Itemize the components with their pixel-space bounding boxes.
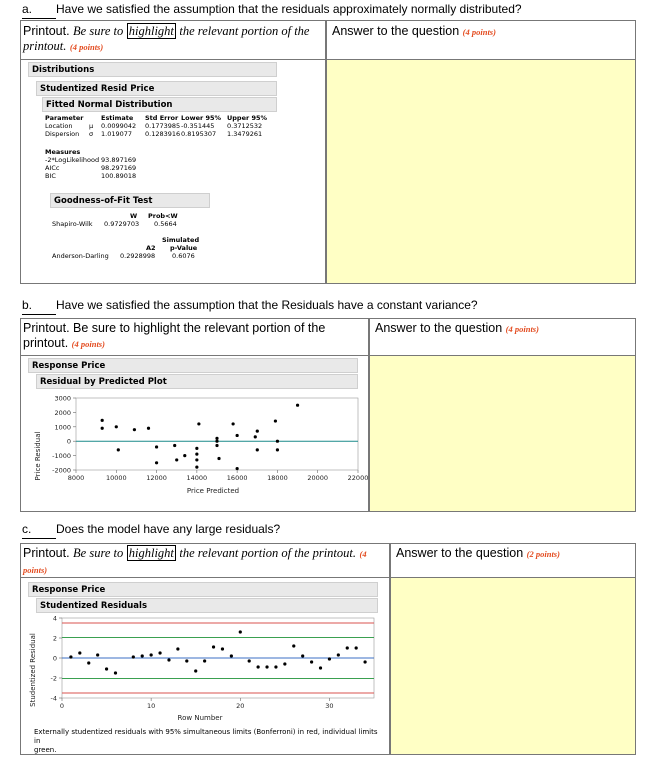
data-point <box>319 666 322 669</box>
x-tick-label: 0 <box>59 702 65 710</box>
x-tick-label: 20000 <box>307 474 329 482</box>
y-tick-label: 3000 <box>54 394 71 403</box>
highlight-word-c: highlight <box>128 546 174 560</box>
parameter-row: Dispersion σ 1.019077 0.1283916 0.8195307 1.3479261 <box>45 130 263 138</box>
data-point <box>176 647 179 650</box>
letter-underline-a <box>22 18 56 19</box>
outline-response-price-b[interactable]: Response Price <box>28 358 358 373</box>
data-point <box>257 665 260 668</box>
printout-b-instructions: Printout. Be sure to highlight the relevant portion of the printout. (4 points) <box>23 321 326 350</box>
x-tick-label: 16000 <box>226 474 248 482</box>
question-a <box>22 2 522 16</box>
data-point <box>175 458 178 461</box>
shapiro-wilk-table: W Prob<W Shapiro-Wilk 0.9729703 0.5664 <box>52 212 178 228</box>
question-b <box>22 298 478 312</box>
data-point <box>141 654 144 657</box>
y-axis-label: Price Residual <box>34 431 42 481</box>
answer-b-label: Answer to the question <box>375 321 503 335</box>
printout-c-header <box>20 543 390 578</box>
measure-row: BIC 100.89018 <box>45 172 137 180</box>
data-point <box>274 665 277 668</box>
data-point <box>256 448 259 451</box>
data-point <box>203 659 206 662</box>
y-tick-label: -2000 <box>52 466 71 475</box>
data-point <box>292 644 295 647</box>
x-tick-label: 22000 <box>347 474 368 482</box>
data-point <box>185 659 188 662</box>
y-tick-label: 1000 <box>54 423 71 432</box>
data-point <box>230 654 233 657</box>
x-tick-label: 14000 <box>186 474 208 482</box>
x-tick-label: 18000 <box>267 474 288 482</box>
answer-c-label: Answer to the question <box>396 546 524 560</box>
printout-b-header <box>20 318 369 356</box>
data-point <box>133 428 136 431</box>
printout-a-instructions: Printout. Be sure to highlight the relevant portion of the printout. (4 points) <box>23 24 310 53</box>
studentized-residuals-chart <box>28 614 384 722</box>
data-point <box>183 454 186 457</box>
data-point <box>195 466 198 469</box>
points-b-right: (4 points) <box>505 324 539 334</box>
x-tick-label: 10 <box>147 702 156 710</box>
chart-footnote: Externally studentized residuals with 95% simultaneous limits (Bonferroni) in red, individual limits in green. <box>34 728 378 754</box>
anderson-darling-row: Anderson-Darling 0.2928998 0.6076 <box>52 252 195 260</box>
question-c-letter: c. <box>22 522 32 536</box>
y-axis-label: Studentized Residual <box>29 633 37 707</box>
outline-goodness-of-fit[interactable]: Goodness-of-Fit Test <box>50 193 210 208</box>
data-point <box>105 667 108 670</box>
data-point <box>363 660 366 663</box>
data-point <box>256 430 259 433</box>
residual-by-predicted-chart <box>28 390 368 498</box>
data-point <box>212 645 215 648</box>
data-point <box>236 434 239 437</box>
data-point <box>173 444 176 447</box>
answer-a-header <box>326 20 636 60</box>
data-point <box>155 445 158 448</box>
data-point <box>337 653 340 656</box>
question-a-letter: a. <box>22 2 33 16</box>
data-point <box>115 425 118 428</box>
data-point <box>215 440 218 443</box>
data-point <box>69 655 72 658</box>
y-tick-label: -1000 <box>52 452 71 461</box>
outline-studentized-residuals[interactable]: Studentized Residuals <box>36 598 378 613</box>
data-point <box>87 661 90 664</box>
data-point <box>355 646 358 649</box>
data-point <box>158 651 161 654</box>
data-point <box>254 435 257 438</box>
y-tick-label: 0 <box>66 437 71 446</box>
measures-heading: Measures <box>45 148 81 156</box>
jmp-studentized-panel <box>28 582 384 752</box>
parameter-row: Location μ 0.0099042 0.1773985 -0.351445 0.3712532 <box>45 122 263 130</box>
x-tick-label: 30 <box>325 702 334 710</box>
question-b-text: Have we satisfied the assumption that the Residuals have a constant variance? <box>56 298 478 312</box>
x-axis-label: Price Predicted <box>186 487 240 495</box>
y-tick-label: -4 <box>50 694 57 703</box>
x-axis-label: Row Number <box>177 714 223 722</box>
data-point <box>215 437 218 440</box>
jmp-distributions-panel <box>28 62 278 272</box>
data-point <box>150 653 153 656</box>
anderson-darling-table: Simulated A2 p-Value Anderson-Darling 0.2928998 0.6076 <box>52 236 200 260</box>
data-point <box>296 404 299 407</box>
data-point <box>215 444 218 447</box>
data-point <box>78 651 81 654</box>
x-tick-label: 8000 <box>67 474 85 482</box>
data-point <box>195 447 198 450</box>
y-tick-label: 4 <box>52 614 57 623</box>
outline-residual-by-predicted[interactable]: Residual by Predicted Plot <box>36 374 358 389</box>
plot-area <box>76 398 358 470</box>
data-point <box>328 657 331 660</box>
points-c-left: points) <box>23 565 48 575</box>
data-point <box>96 653 99 656</box>
data-point <box>239 630 242 633</box>
data-point <box>155 461 158 464</box>
data-point <box>197 422 200 425</box>
outline-response-price-c[interactable]: Response Price <box>28 582 378 597</box>
measure-row: -2*LogLikelihood 93.897169 <box>45 156 137 164</box>
question-c <box>22 522 280 536</box>
data-point <box>301 654 304 657</box>
printout-a-header <box>20 20 326 60</box>
parameter-table <box>45 114 267 138</box>
data-point <box>236 467 239 470</box>
x-tick-label: 20 <box>236 702 245 710</box>
data-point <box>167 658 170 661</box>
answer-a-label: Answer to the question <box>332 24 460 38</box>
y-tick-label: 0 <box>52 654 57 663</box>
data-point <box>276 440 279 443</box>
data-point <box>117 448 120 451</box>
data-point <box>283 662 286 665</box>
data-point <box>194 669 197 672</box>
data-point <box>195 453 198 456</box>
jmp-residual-panel <box>28 358 368 508</box>
outline-fitted-normal[interactable]: Fitted Normal Distribution <box>42 97 277 112</box>
data-point <box>101 427 104 430</box>
data-point <box>217 457 220 460</box>
parameter-header-row: Parameter Estimate Std Error Lower 95% Upper 95% <box>45 114 268 122</box>
y-tick-label: 2000 <box>54 408 71 417</box>
data-point <box>101 419 104 422</box>
y-tick-label: 2 <box>52 634 57 643</box>
measure-row: AICc 98.297169 <box>45 164 137 172</box>
data-point <box>310 660 313 663</box>
question-c-text: Does the model have any large residuals? <box>56 522 281 536</box>
shapiro-wilk-row: Shapiro-Wilk 0.9729703 0.5664 <box>52 220 177 228</box>
answer-c-header <box>390 543 636 578</box>
data-point <box>114 671 117 674</box>
points-a-right: (4 points) <box>462 27 496 37</box>
data-point <box>276 448 279 451</box>
data-point <box>232 422 235 425</box>
data-point <box>248 659 251 662</box>
data-point <box>221 647 224 650</box>
measures-table <box>45 148 136 180</box>
data-point <box>147 427 150 430</box>
points-c-right: (2 points) <box>526 549 560 559</box>
data-point <box>346 646 349 649</box>
points-b-left: (4 points) <box>71 339 105 349</box>
x-tick-label: 12000 <box>146 474 167 482</box>
y-tick-label: -2 <box>50 674 57 683</box>
outline-distributions[interactable]: Distributions <box>28 62 277 77</box>
letter-underline-c <box>22 538 56 539</box>
question-b-letter: b. <box>22 298 33 312</box>
points-a-left: (4 points) <box>69 42 104 52</box>
x-tick-label: 10000 <box>105 474 127 482</box>
printout-c-instructions: Printout. Be sure to highlight the relevant portion of the printout. (4 points) <box>23 546 367 575</box>
data-point <box>274 419 277 422</box>
data-point <box>195 458 198 461</box>
letter-underline-b <box>22 314 56 315</box>
data-point <box>132 655 135 658</box>
question-a-text: Have we satisfied the assumption that the residuals approximately normally distributed? <box>56 2 522 16</box>
outline-studentized-resid-price[interactable]: Studentized Resid Price <box>36 81 277 96</box>
highlight-word-a: highlight <box>128 24 174 38</box>
answer-b-header <box>369 318 636 356</box>
data-point <box>265 665 268 668</box>
